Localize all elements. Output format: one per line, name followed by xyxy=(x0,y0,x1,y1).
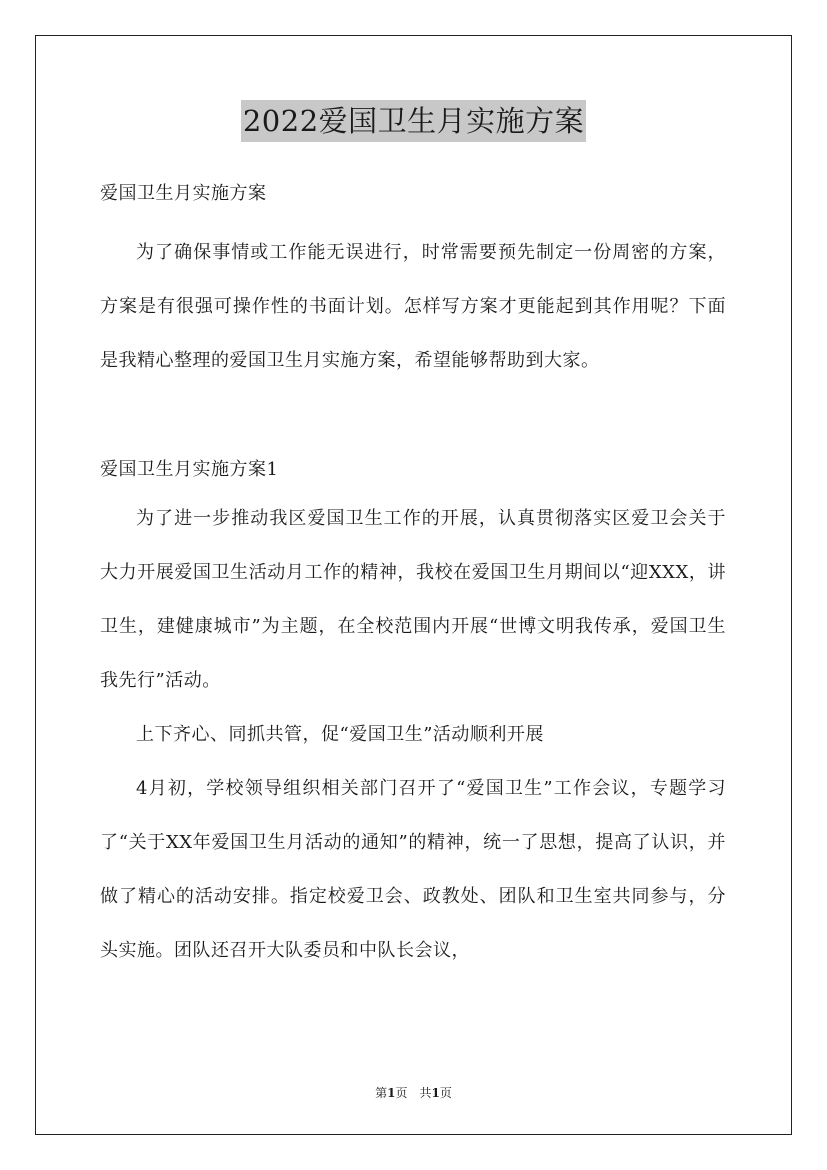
footer-page-current: 1 xyxy=(387,1086,396,1100)
document-subtitle: 爱国卫生月实施方案 xyxy=(100,183,267,204)
title-container xyxy=(0,100,827,142)
section-1-paragraph-3: 4月初，学校领导组织相关部门召开了“爱国卫生”工作会议，专题学习了“关于XX年爱国卫生月活动的通知”的精神，统一了思想，提高了认识，并做了精心的活动安排。指定校爱卫会、政教处、团队和卫生室共同参与，分头实施。团队还召开大队委员和中队长会议， xyxy=(100,778,726,961)
footer-page-end: 页 xyxy=(439,1086,452,1100)
section-1-paragraph-2: 上下齐心、同抓共管，促“爱国卫生”活动顺利开展 xyxy=(136,724,544,745)
section-1-paragraph-1: 为了进一步推动我区爱国卫生工作的开展，认真贯彻落实区爱卫会关于大力开展爱国卫生活动月工作的精神，我校在爱国卫生月期间以“迎XXX，讲卫生，建健康城市”为主题，在全校范围内开展“世博文明我传承，爱国卫生我先行”活动。 xyxy=(100,508,726,691)
footer-page-suffix: 页 共 xyxy=(395,1086,432,1100)
intro-paragraph: 为了确保事情或工作能无误进行，时常需要预先制定一份周密的方案，方案是有很强可操作性的书面计划。怎样写方案才更能起到其作用呢？下面是我精心整理的爱国卫生月实施方案，希望能够帮助到大家。 xyxy=(100,242,726,371)
footer-page-prefix: 第 xyxy=(375,1086,388,1100)
page-footer xyxy=(0,1084,827,1101)
document-body xyxy=(100,172,726,978)
section-1-heading: 爱国卫生月实施方案1 xyxy=(100,459,279,480)
footer-page-total: 1 xyxy=(431,1086,440,1100)
document-title: 2022爱国卫生月实施方案 xyxy=(241,100,586,142)
